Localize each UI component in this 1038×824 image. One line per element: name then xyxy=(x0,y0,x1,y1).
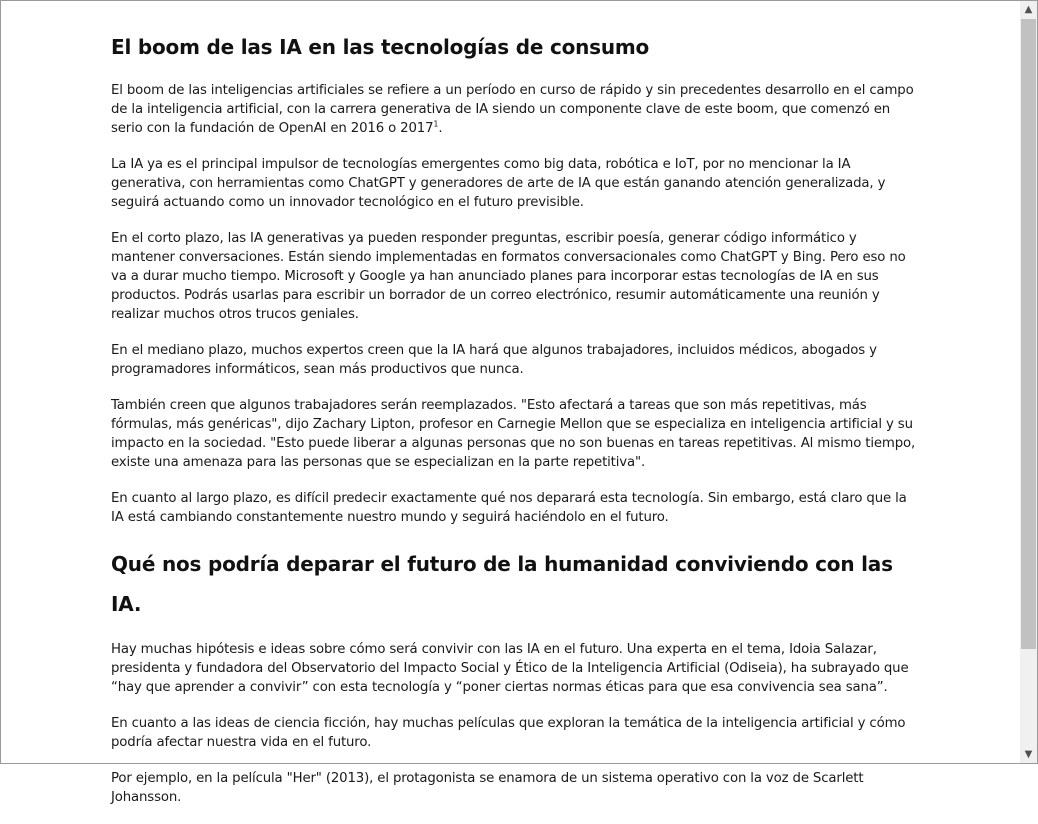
paragraph-7: Hay muchas hipótesis e ideas sobre cómo será convivir con las IA en el futuro. Una experta en el tema, Idoia Salazar, presidenta y fundadora del Observatorio del Impacto Social y Ético de la Inteligencia Artificial (Odiseia), ha subrayado que “hay que aprender a convivir” con esta tecnología y “poner ciertas normas éticas para que esa convivencia sea sana”. xyxy=(111,642,909,695)
triangle-up-icon[interactable]: ▲ xyxy=(1024,4,1033,15)
paragraph-1-text: El boom de las inteligencias artificiales se refiere a un período en curso de rápido y sin precedentes desarrollo en el campo de la inteligencia artificial, con la carrera generativa de IA siendo un componente clave de este boom, que comenzó en serio con la fundación de OpenAI en 2016 o 2017 xyxy=(111,83,914,136)
paragraph-4: En el mediano plazo, muchos expertos creen que la IA hará que algunos trabajadores, incluidos médicos, abogados y programadores informáticos, sean más productivos que nunca. xyxy=(111,343,877,377)
vertical-scrollbar[interactable] xyxy=(1020,1,1037,763)
triangle-down-icon[interactable]: ▼ xyxy=(1024,749,1033,760)
paragraph-2: La IA ya es el principal impulsor de tecnologías emergentes como big data, robótica e IoT, por no mencionar la IA generativa, con herramientas como ChatGPT y generadores de arte de IA que están ganando atención generalizada, y seguirá actuando como un innovador tecnológico en el futuro previsible. xyxy=(111,157,886,210)
paragraph-1-end: . xyxy=(438,121,443,136)
paragraph-5: También creen que algunos trabajadores serán reemplazados. "Esto afectará a tareas que son más repetitivas, más fórmulas, más genéricas", dijo Zachary Lipton, profesor en Carnegie Mellon que se especializa en inteligencia artificial y su impacto en la sociedad. "Esto puede liberar a algunas personas que no son buenas en tareas repetitivas. Al mismo tiempo, existe una amenaza para las personas que se especializan en la parte repetitiva". xyxy=(111,398,916,470)
article-heading-2: Qué nos podría deparar el futuro de la humanidad conviviendo con las IA. xyxy=(111,552,893,616)
paragraph-8: En cuanto a las ideas de ciencia ficción, hay muchas películas que exploran la temática de la inteligencia artificial y cómo podría afectar nuestra vida en el futuro. xyxy=(111,716,906,750)
paragraph-1 xyxy=(111,81,921,138)
article-content xyxy=(111,27,921,824)
paragraph-3: En el corto plazo, las IA generativas ya pueden responder preguntas, escribir poesía, generar código informático y mantener conversaciones. Están siendo implementadas en formatos conversacionales como ChatGPT y Bing. Pero eso no va a durar mucho tiempo. Microsoft y Google ya han anunciado planes para incorporar estas tecnologías de IA en sus productos. Podrás usarlas para escribir un borrador de un correo electrónico, resumir automáticamente una reunión y realizar muchos otros trucos geniales. xyxy=(111,231,906,322)
paragraph-9: Por ejemplo, en la película "Her" (2013), el protagonista se enamora de un sistema operativo con la voz de Scarlett Johansson. xyxy=(111,771,864,805)
scrollbar-thumb[interactable] xyxy=(1021,19,1036,649)
paragraph-6: En cuanto al largo plazo, es difícil predecir exactamente qué nos deparará esta tecnología. Sin embargo, está claro que la IA está cambiando constantemente nuestro mundo y seguirá haciéndolo en el futuro. xyxy=(111,491,907,525)
footnote-marker[interactable]: 1 xyxy=(433,119,439,129)
article-heading-1: El boom de las IA en las tecnologías de consumo xyxy=(111,35,650,59)
